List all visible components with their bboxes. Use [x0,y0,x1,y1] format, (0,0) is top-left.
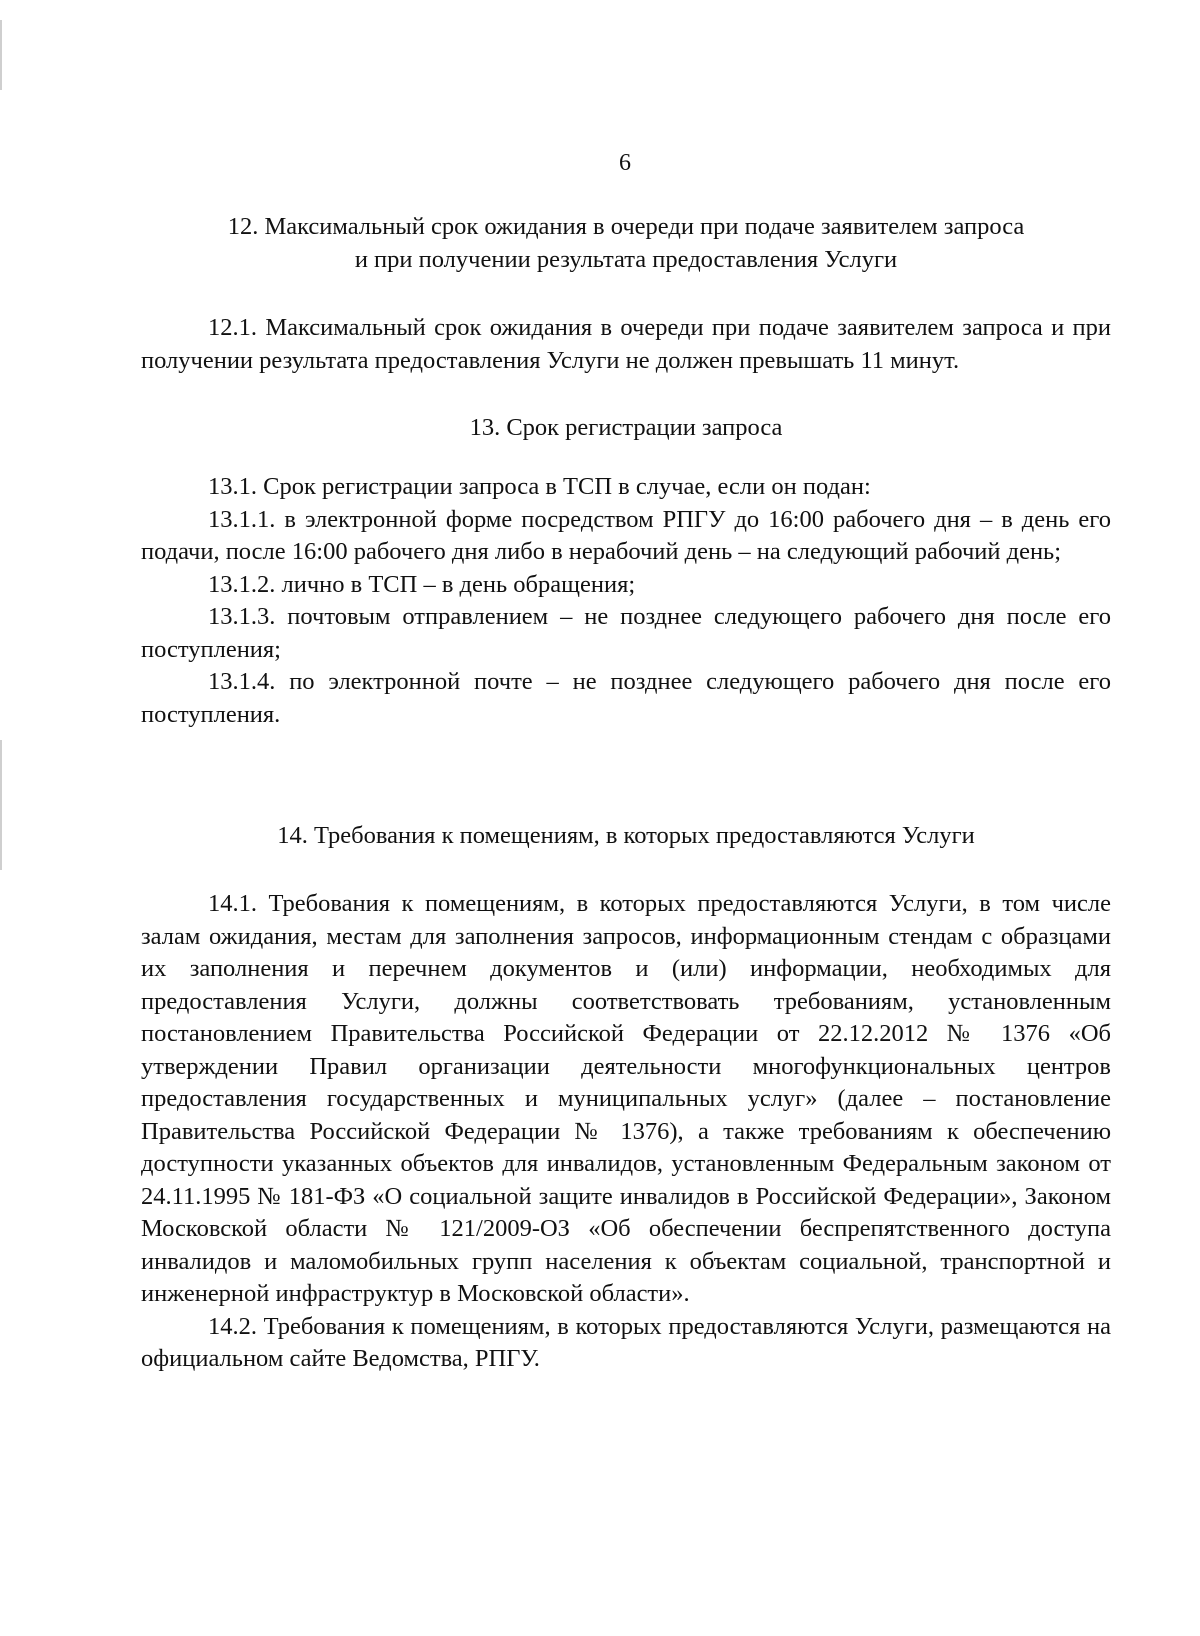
scan-edge-mark [0,20,2,90]
paragraph-13-1-4: 13.1.4. по электронной почте – не позднее следующего рабочего дня после его поступления. [141,668,1111,728]
section-13-heading: 13. Срок регистрации запроса [469,414,783,441]
heading-line: и при получении результата предоставления Услуги [354,245,898,273]
paragraph-14-1: 14.1. Требования к помещениям, в которых предоставляются Услуги, в том числе залам ожидания, местам для заполнения запросов, информационным стендам с образцами их заполнения и перечнем документов и (или) информации, необходимых для предоставления Услуги, должны соответствовать требованиям, установленным постановлением Правительства Российской Федерации от 22.12.2012 № 1376 «Об утверждении Правил организации деятельности многофункциональных центров предоставления государственных и муниципальных услуг» (далее – постановление Правительства Российской Федерации № 1376), а также требованиям к обеспечению доступности указанных объектов для инвалидов, установленным Федеральным законом от 24.11.1995 № 181-ФЗ «О социальной защите инвалидов в Российской Федерации», Законом Московской области № 121/2009-ОЗ «Об обеспечении беспрепятственного доступа инвалидов и маломобильных групп населения к объектам социальной, транспортной и инженерной инфраструктур в Московской области». [141,890,1111,1307]
paragraph-13-1-3: 13.1.3. почтовым отправлением – не позднее следующего рабочего дня после его поступления; [141,603,1111,663]
paragraph-13-1-2: 13.1.2. лично в ТСП – в день обращения; [208,570,636,598]
scan-edge-mark [0,740,2,870]
section-14-body [141,888,1111,1376]
paragraph-13-1: 13.1. Срок регистрации запроса в ТСП в случае, если он подан: [208,473,871,500]
heading-line: 12. Максимальный срок ожидания в очереди при подаче заявителем запроса [227,213,1025,240]
section-14-heading: 14. Требования к помещениям, в которых предоставляются Услуги [277,822,975,849]
paragraph-12-1: 12.1. Максимальный срок ожидания в очереди при подаче заявителем запроса и при получении результата предоставления Услуги не должен превышать 11 минут. [141,314,1111,374]
section-13-body [141,471,1111,731]
paragraph-13-1-1: 13.1.1. в электронной форме посредством РПГУ до 16:00 рабочего дня – в день его подачи, после 16:00 рабочего дня либо в нерабочий день – на следующий рабочий день; [141,505,1111,565]
paragraph-14-2: 14.2. Требования к помещениям, в которых предоставляются Услуги, размещаются на официальном сайте Ведомства, РПГУ. [141,1312,1111,1372]
section-12-heading [141,211,1111,276]
page-number: 6 [619,150,631,176]
